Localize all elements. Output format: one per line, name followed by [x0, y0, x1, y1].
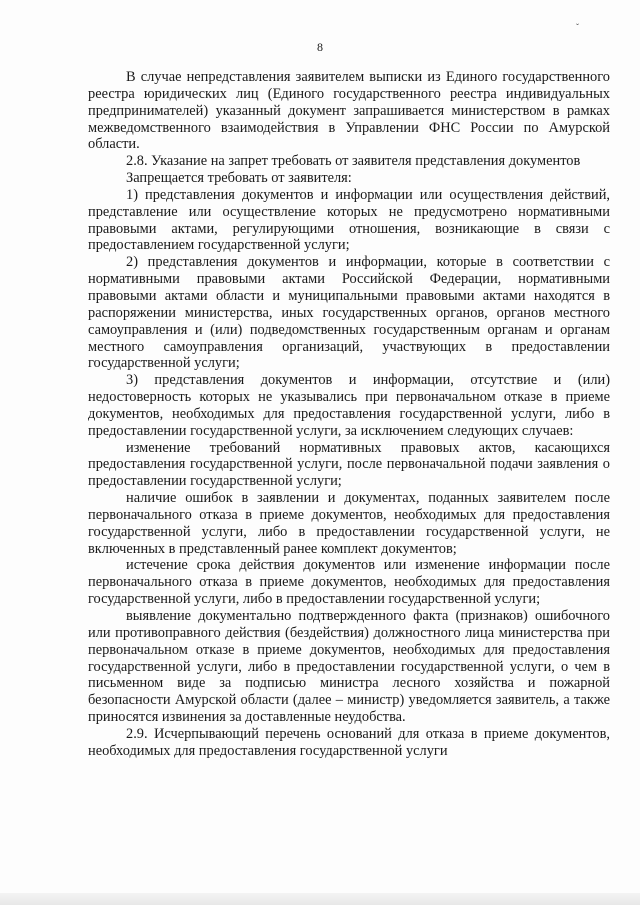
- section-heading-2-9: 2.9. Исчерпывающий перечень оснований для отказа в приеме документов, необходимых для предоставления государственной услуги: [88, 725, 610, 759]
- exception-errors: наличие ошибок в заявлении и документах, поданных заявителем после первоначального отказа в приеме документов, необходимых для предоставления государственной услуги, либо в предоставлении государственной услуги, не включенных в представленный ранее комплект документов;: [88, 490, 610, 557]
- list-item-1: 1) представления документов и информации или осуществления действий, представление или осуществление которых не предусмотрено нормативными правовыми актами, регулирующими отношения, возникающие в связи с предоставлением государственной услуги;: [88, 186, 610, 254]
- margin-mark: ˇ: [576, 22, 579, 32]
- exception-misconduct: выявление документально подтвержденного факта (признаков) ошибочного или противоправного действия (бездействия) должностного лица министерства при первоначальном отказе в приеме документов, необходимых для предоставления государственной услуги, либо в предоставлении государственной услуги, о чем в письменном виде за подписью министра лесного хозяйства и пожарной безопасности Амурской области (далее – министр) уведомляется заявитель, а также приносятся извинения за доставленные неудобства.: [88, 608, 610, 726]
- section-heading-2-8: 2.8. Указание на запрет требовать от заявителя представления документов: [126, 153, 581, 170]
- scan-bottom-edge: [0, 893, 640, 905]
- list-item-3: 3) представления документов и информации, отсутствие и (или) недостоверность которых не указывались при первоначальном отказе в приеме документов, необходимых для предоставления государственной услуги, либо в предоставлении государственной услуги, за исключением следующих случаев:: [88, 372, 610, 439]
- exception-expiry: истечение срока действия документов или изменение информации после первоначального отказа в приеме документов, необходимых для предоставления государственной услуги, либо в предоставлении государственной услуги;: [88, 557, 610, 608]
- document-body: [88, 69, 610, 760]
- exception-requirements-change: изменение требований нормативных правовых актов, касающихся предоставления государственной услуги, после первоначальной подачи заявления о предоставлении государственной услуги;: [88, 439, 610, 490]
- list-item-2: 2) представления документов и информации, которые в соответствии с нормативными правовыми актами Российской Федерации, нормативными правовыми актами области и муниципальными правовыми актами находятся в распоряжении министерства, иных государственных органов, органов местного самоуправления и (или) подведомственных государственным органам и органам местного самоуправления организаций, участвующих в предоставлении государственной услуги;: [88, 254, 610, 372]
- paragraph-prohibition-intro: Запрещается требовать от заявителя:: [126, 170, 352, 187]
- paragraph-egrul-note: В случае непредставления заявителем выписки из Единого государственного реестра юридических лиц (Единого государственного реестра индивидуальных предпринимателей) указанный документ запрашивается министерством в рамках межведомственного взаимодействия в Управлении ФНС России по Амурской области.: [88, 69, 610, 153]
- page-number: 8: [317, 40, 323, 54]
